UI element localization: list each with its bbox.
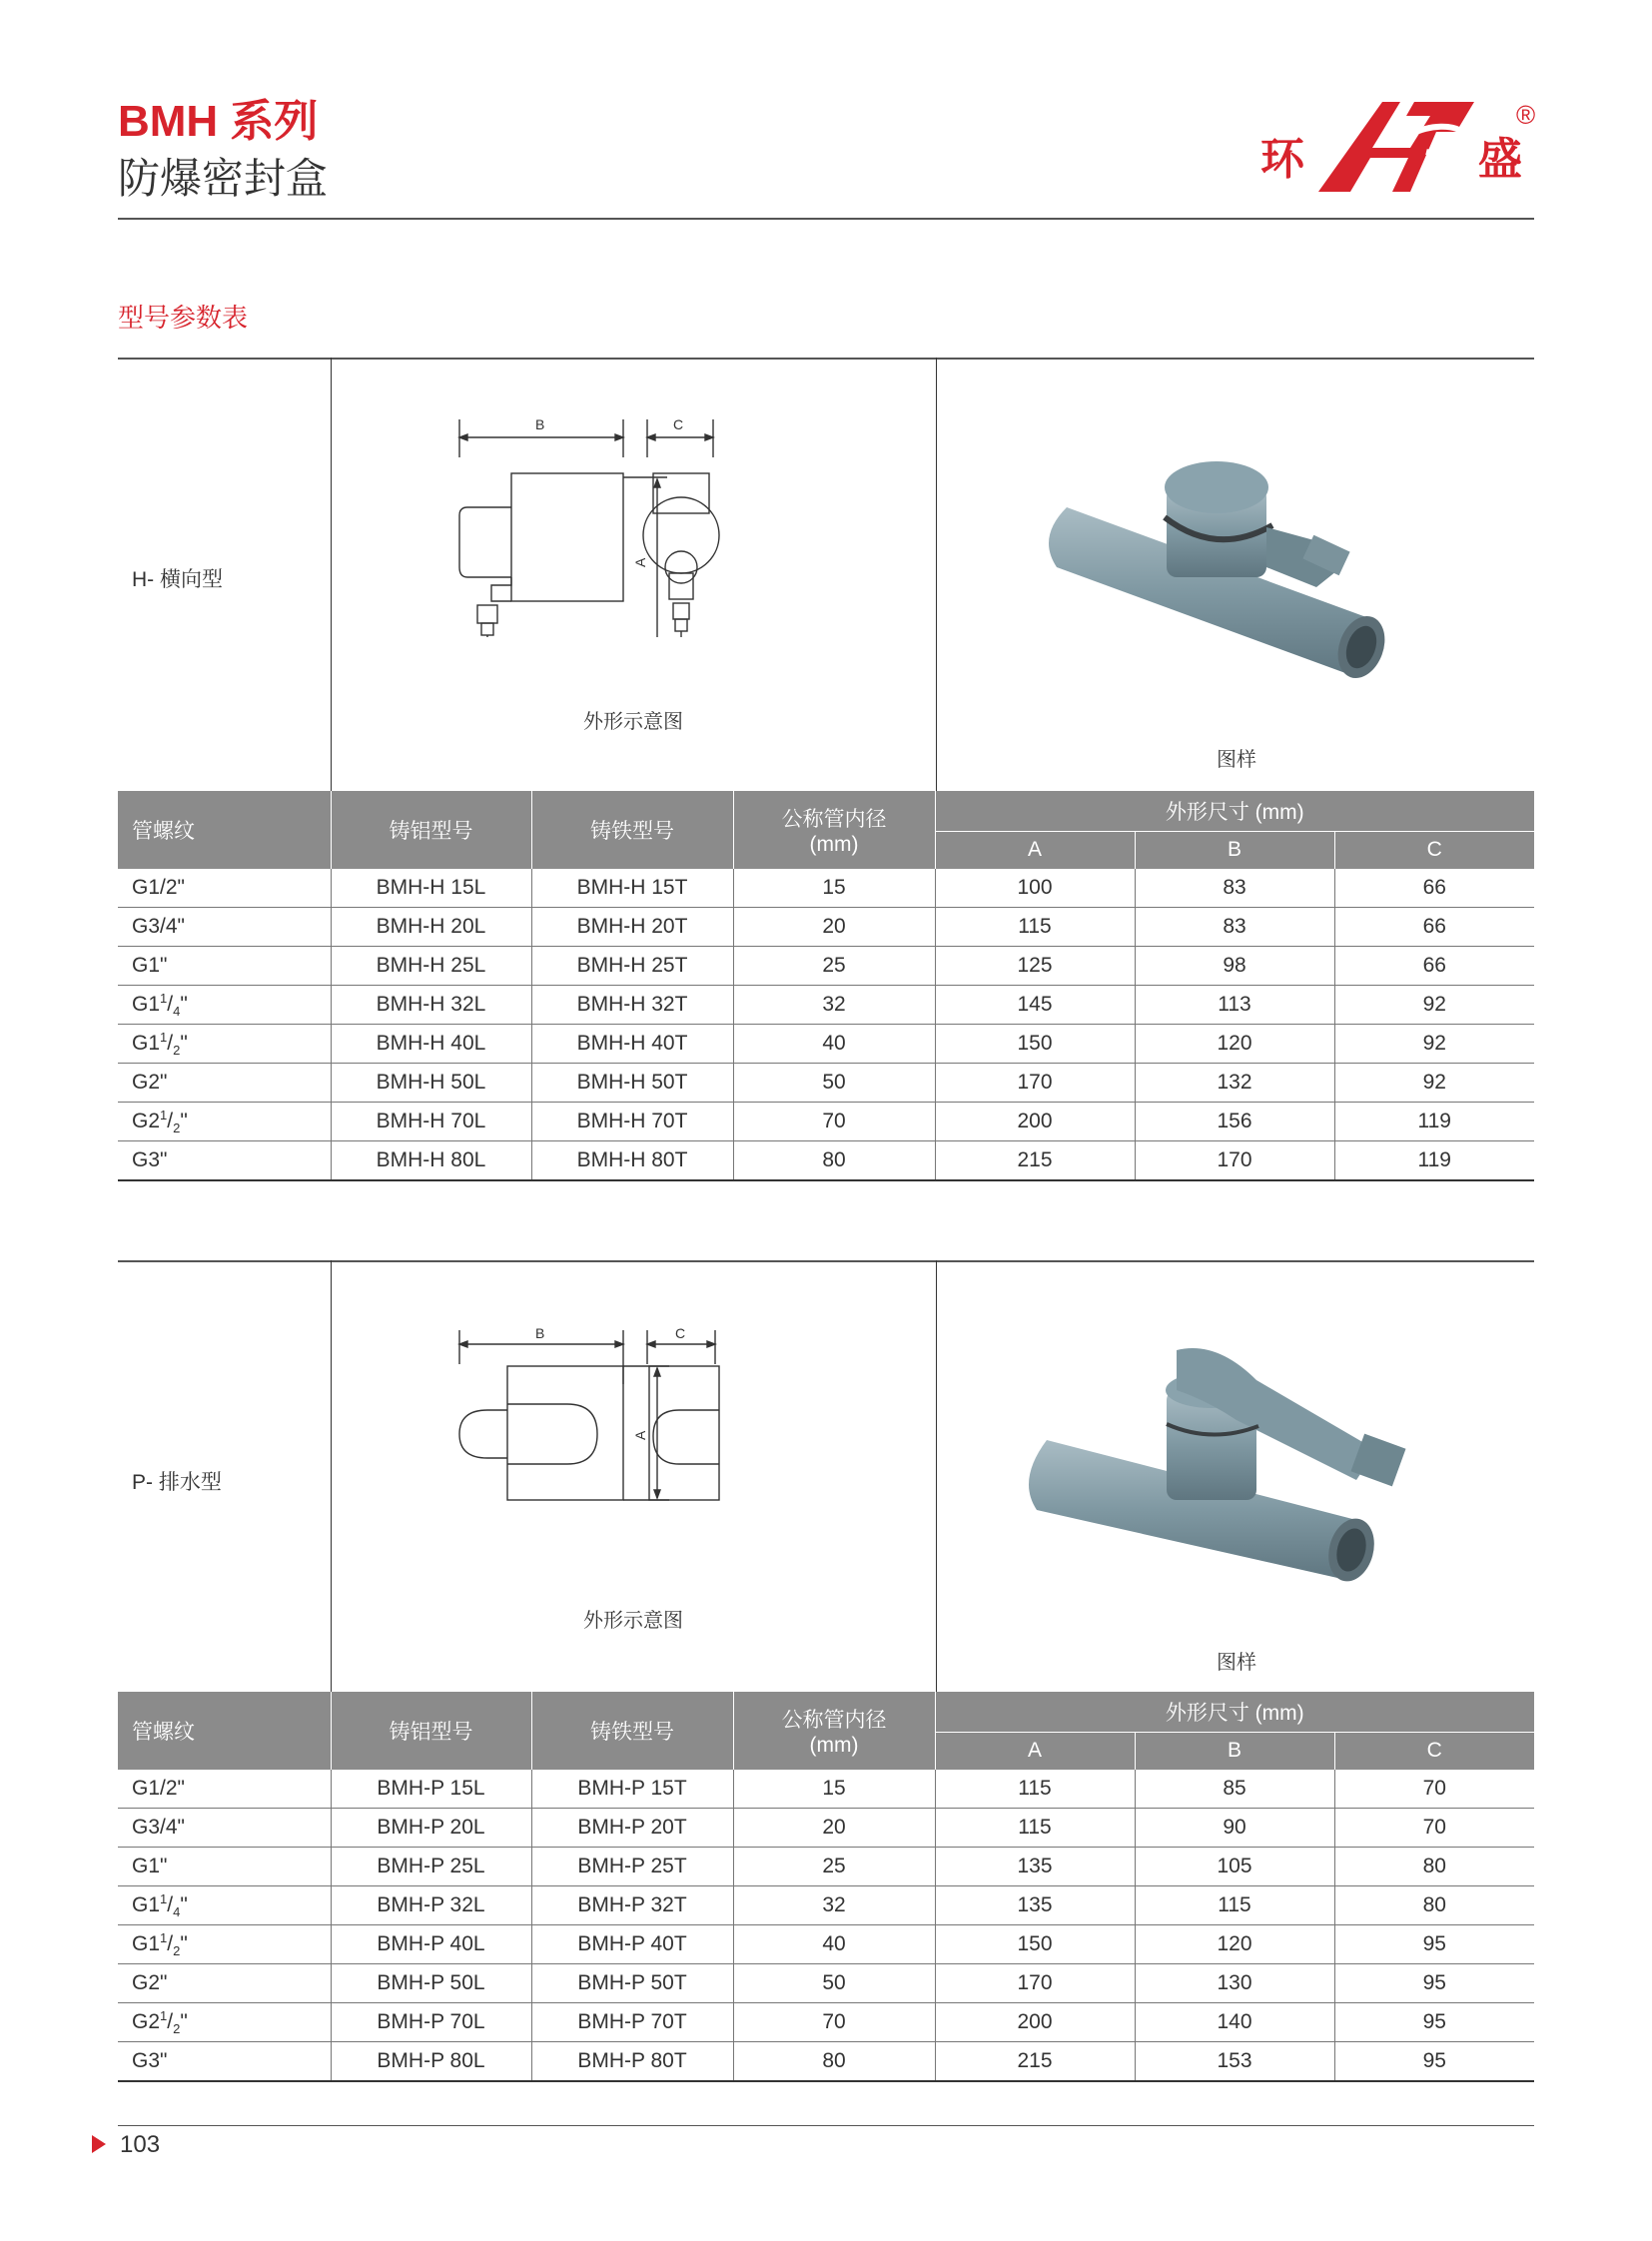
cell-divider (936, 358, 937, 791)
dim-c-cell: 92 (1334, 1064, 1534, 1103)
outline-caption: 外形示意图 (583, 1610, 683, 1632)
dim-a-cell: 215 (935, 2042, 1135, 2082)
table-row (118, 947, 1534, 986)
fe-model-cell: BMH-H 25T (531, 947, 733, 986)
dim-c-cell: 70 (1334, 1809, 1534, 1848)
p-type-block (118, 1260, 1534, 2072)
dim-c-cell: 92 (1334, 986, 1534, 1025)
table-row (118, 1141, 1534, 1181)
thread-inch-mark: " (180, 1892, 188, 1916)
fraction-slash: / (167, 992, 174, 1016)
bore-unit: (mm) (809, 833, 859, 856)
dim-a-cell: 150 (935, 1925, 1135, 1964)
bore-header (733, 791, 935, 869)
thread-fraction-numerator: 1 (160, 2007, 168, 2023)
table-row (118, 1848, 1534, 1886)
page-number: 103 (120, 2131, 161, 2158)
thread-base: G1 (132, 1931, 161, 1955)
brand-logo (1260, 96, 1540, 206)
fe-model-cell: BMH-H 70T (531, 1103, 733, 1141)
footer-divider (118, 2125, 1534, 2126)
dim-a-cell: 200 (935, 2003, 1135, 2042)
logo-right-char: 盛 (1478, 135, 1522, 184)
dim-a-cell: 115 (935, 908, 1135, 947)
fe-model-cell: BMH-H 40T (531, 1025, 733, 1064)
dim-c-label: C (673, 416, 684, 432)
thread-cell (118, 908, 331, 947)
dim-c-label: C (675, 1325, 686, 1341)
al-model-cell: BMH-H 15L (331, 869, 531, 908)
al-model-cell: BMH-H 20L (331, 908, 531, 947)
bore-cell: 50 (733, 1064, 935, 1103)
thread-fraction-denominator: 4 (173, 1904, 181, 1920)
thread-cell (118, 1925, 331, 1964)
thread-fraction-numerator: 1 (160, 1107, 168, 1122)
cell-divider (936, 1260, 937, 1692)
h-type-label: H- 横向型 (132, 568, 223, 591)
p-type-product-photo (1017, 1340, 1496, 1610)
fe-model-cell: BMH-P 70T (531, 2003, 733, 2042)
thread-base: G2 (132, 1109, 161, 1132)
table-row (118, 1770, 1534, 1809)
fe-model-cell: BMH-H 32T (531, 986, 733, 1025)
fraction-slash: / (167, 1931, 174, 1955)
thread-cell (118, 1064, 331, 1103)
thread-fraction-denominator: 2 (173, 1043, 181, 1059)
fe-model-header: 铸铁型号 (531, 791, 733, 869)
cell-divider (331, 1260, 332, 1692)
al-model-cell: BMH-P 20L (331, 1809, 531, 1848)
logo-left-char: 环 (1260, 135, 1304, 184)
bore-cell: 70 (733, 2003, 935, 2042)
thread-cell (118, 2003, 331, 2042)
dim-c-cell: 66 (1334, 869, 1534, 908)
al-model-cell: BMH-H 32L (331, 986, 531, 1025)
dim-b-cell: 105 (1135, 1848, 1334, 1886)
thread-base: G1 (132, 1892, 161, 1916)
thread-fraction-denominator: 2 (173, 1120, 181, 1136)
dim-b-cell: 156 (1135, 1103, 1334, 1141)
dim-b-header: B (1135, 831, 1334, 869)
thread-base: G1 (132, 1031, 161, 1055)
bore-unit: (mm) (809, 1734, 859, 1757)
dim-b-cell: 113 (1135, 986, 1334, 1025)
table-row (118, 908, 1534, 947)
h-type-spec-table (118, 791, 1534, 1181)
p-type-label: P- 排水型 (132, 1471, 222, 1494)
bore-cell: 32 (733, 1886, 935, 1925)
thread-cell (118, 1103, 331, 1141)
dim-a-cell: 135 (935, 1848, 1135, 1886)
al-model-cell: BMH-P 40L (331, 1925, 531, 1964)
dim-a-cell: 215 (935, 1141, 1135, 1181)
header-divider (118, 218, 1534, 220)
table-row (118, 1064, 1534, 1103)
dim-c-cell: 95 (1334, 1964, 1534, 2003)
dim-b-cell: 90 (1135, 1809, 1334, 1848)
bore-cell: 50 (733, 1964, 935, 2003)
bore-cell: 25 (733, 1848, 935, 1886)
thread-base: G1/2" (132, 1777, 185, 1800)
table-row (118, 986, 1534, 1025)
table-row (118, 1025, 1534, 1064)
bore-header-text: 公称管内径 (781, 1709, 887, 1732)
thread-base: G1" (132, 954, 168, 977)
fe-model-header: 铸铁型号 (531, 1692, 733, 1770)
dim-a-cell: 115 (935, 1809, 1135, 1848)
dim-c-cell: 70 (1334, 1770, 1534, 1809)
photo-caption: 图样 (1217, 1652, 1256, 1674)
dim-a-cell: 150 (935, 1025, 1135, 1064)
thread-cell (118, 986, 331, 1025)
h-type-block (118, 358, 1534, 1190)
dim-a-cell: 125 (935, 947, 1135, 986)
dim-a-cell: 115 (935, 1770, 1135, 1809)
al-model-cell: BMH-H 80L (331, 1141, 531, 1181)
dim-a-label: A (632, 557, 648, 567)
cell-divider (331, 358, 332, 791)
dim-a-header: A (935, 1732, 1135, 1770)
dim-b-cell: 115 (1135, 1886, 1334, 1925)
thread-base: G2" (132, 1071, 168, 1094)
fe-model-cell: BMH-P 25T (531, 1848, 733, 1886)
thread-inch-mark: " (180, 1031, 188, 1055)
al-model-cell: BMH-H 50L (331, 1064, 531, 1103)
dim-c-cell: 66 (1334, 908, 1534, 947)
fe-model-cell: BMH-H 20T (531, 908, 733, 947)
al-model-cell: BMH-P 25L (331, 1848, 531, 1886)
dim-b-cell: 98 (1135, 947, 1334, 986)
thread-cell (118, 1025, 331, 1064)
al-model-cell: BMH-H 25L (331, 947, 531, 986)
table-row (118, 1925, 1534, 1964)
fraction-slash: / (167, 1031, 174, 1055)
outline-caption: 外形示意图 (583, 711, 683, 733)
p-type-outline-drawing (447, 1324, 767, 1514)
bore-cell: 15 (733, 1770, 935, 1809)
thread-inch-mark: " (180, 1931, 188, 1955)
fe-model-cell: BMH-H 80T (531, 1141, 733, 1181)
thread-fraction-denominator: 2 (173, 2021, 181, 2037)
thread-base: G3" (132, 1148, 168, 1171)
al-model-cell: BMH-P 80L (331, 2042, 531, 2082)
dim-a-cell: 170 (935, 1964, 1135, 2003)
thread-cell (118, 947, 331, 986)
product-title: 防爆密封盒 (118, 155, 329, 202)
al-model-cell: BMH-P 32L (331, 1886, 531, 1925)
fraction-slash: / (167, 2009, 174, 2033)
bore-cell: 32 (733, 986, 935, 1025)
thread-base: G2" (132, 1971, 168, 1994)
fe-model-cell: BMH-P 50T (531, 1964, 733, 2003)
dim-a-cell: 145 (935, 986, 1135, 1025)
dim-b-cell: 140 (1135, 2003, 1334, 2042)
series-title: BMH 系列 (118, 97, 319, 146)
registered-mark: ® (1516, 100, 1536, 130)
fe-model-cell: BMH-P 20T (531, 1809, 733, 1848)
table-row (118, 1103, 1534, 1141)
thread-header: 管螺纹 (118, 1692, 331, 1770)
thread-base: G1/2" (132, 876, 185, 899)
thread-fraction-numerator: 1 (160, 1890, 168, 1906)
bore-cell: 80 (733, 1141, 935, 1181)
dim-b-header: B (1135, 1732, 1334, 1770)
thread-cell (118, 1141, 331, 1181)
fe-model-cell: BMH-P 40T (531, 1925, 733, 1964)
fe-model-cell: BMH-P 32T (531, 1886, 733, 1925)
dim-c-cell: 66 (1334, 947, 1534, 986)
p-type-rows (118, 1770, 1534, 2081)
thread-fraction-numerator: 1 (160, 1029, 168, 1045)
thread-cell (118, 1886, 331, 1925)
thread-base: G3/4" (132, 1816, 185, 1839)
thread-fraction-numerator: 1 (160, 990, 168, 1006)
thread-inch-mark: " (180, 2009, 188, 2033)
thread-base: G1" (132, 1855, 168, 1877)
thread-inch-mark: " (180, 1109, 188, 1132)
thread-base: G3/4" (132, 915, 185, 938)
bore-header-text: 公称管内径 (781, 808, 887, 831)
h-type-outline-drawing (447, 407, 767, 637)
al-model-cell: BMH-P 50L (331, 1964, 531, 2003)
table-row (118, 2003, 1534, 2042)
thread-fraction-denominator: 4 (173, 1004, 181, 1020)
fe-model-cell: BMH-P 80T (531, 2042, 733, 2082)
thread-fraction-numerator: 1 (160, 1929, 168, 1945)
fe-model-cell: BMH-H 15T (531, 869, 733, 908)
thread-base: G1 (132, 992, 161, 1016)
dim-b-cell: 132 (1135, 1064, 1334, 1103)
al-model-header: 铸铝型号 (331, 791, 531, 869)
dim-b-cell: 120 (1135, 1925, 1334, 1964)
dim-b-cell: 83 (1135, 869, 1334, 908)
dim-b-label: B (535, 1325, 545, 1341)
h-type-rows (118, 869, 1534, 1180)
table-row (118, 2042, 1534, 2082)
al-model-cell: BMH-P 15L (331, 1770, 531, 1809)
table-row (118, 1964, 1534, 2003)
table-row (118, 869, 1534, 908)
thread-fraction-denominator: 2 (173, 1943, 181, 1959)
bore-cell: 15 (733, 869, 935, 908)
dim-b-cell: 85 (1135, 1770, 1334, 1809)
logo-mark-shape (1318, 102, 1474, 192)
dim-a-cell: 170 (935, 1064, 1135, 1103)
fraction-slash: / (167, 1109, 174, 1132)
fe-model-cell: BMH-H 50T (531, 1064, 733, 1103)
dim-c-cell: 92 (1334, 1025, 1534, 1064)
thread-cell (118, 1809, 331, 1848)
fe-model-cell: BMH-P 15T (531, 1770, 733, 1809)
thread-inch-mark: " (180, 992, 188, 1016)
thread-cell (118, 2042, 331, 2082)
al-model-cell: BMH-H 40L (331, 1025, 531, 1064)
dims-header: 外形尺寸 (mm) (935, 1692, 1534, 1732)
dim-c-cell: 95 (1334, 1925, 1534, 1964)
dim-a-cell: 200 (935, 1103, 1135, 1141)
thread-cell (118, 1770, 331, 1809)
dim-b-cell: 83 (1135, 908, 1334, 947)
bore-cell: 80 (733, 2042, 935, 2082)
thread-base: G2 (132, 2009, 161, 2033)
dim-b-cell: 153 (1135, 2042, 1334, 2082)
dim-a-header: A (935, 831, 1135, 869)
bore-cell: 25 (733, 947, 935, 986)
thread-header: 管螺纹 (118, 791, 331, 869)
dim-b-cell: 120 (1135, 1025, 1334, 1064)
dim-b-cell: 130 (1135, 1964, 1334, 2003)
table-row (118, 1886, 1534, 1925)
bore-cell: 40 (733, 1025, 935, 1064)
dim-c-cell: 95 (1334, 2003, 1534, 2042)
p-type-spec-table (118, 1692, 1534, 2082)
photo-caption: 图样 (1217, 749, 1256, 771)
dim-c-cell: 95 (1334, 2042, 1534, 2082)
al-model-cell: BMH-P 70L (331, 2003, 531, 2042)
dim-b-label: B (535, 416, 545, 432)
bore-cell: 70 (733, 1103, 935, 1141)
bore-header (733, 1692, 935, 1770)
al-model-cell: BMH-H 70L (331, 1103, 531, 1141)
dim-c-header: C (1334, 831, 1534, 869)
dim-a-label: A (632, 1430, 648, 1440)
bore-cell: 40 (733, 1925, 935, 1964)
thread-cell (118, 869, 331, 908)
dim-c-cell: 80 (1334, 1886, 1534, 1925)
dims-header: 外形尺寸 (mm) (935, 791, 1534, 831)
bore-cell: 20 (733, 1809, 935, 1848)
thread-cell (118, 1964, 331, 2003)
al-model-header: 铸铝型号 (331, 1692, 531, 1770)
bore-cell: 20 (733, 908, 935, 947)
section-title: 型号参数表 (118, 303, 249, 333)
dim-c-cell: 119 (1334, 1141, 1534, 1181)
dim-c-cell: 80 (1334, 1848, 1534, 1886)
h-type-product-photo (1037, 447, 1496, 707)
table-row (118, 1809, 1534, 1848)
dim-b-cell: 170 (1135, 1141, 1334, 1181)
page-marker-arrow-icon (92, 2135, 106, 2153)
dim-a-cell: 100 (935, 869, 1135, 908)
dim-c-cell: 119 (1334, 1103, 1534, 1141)
dim-a-cell: 135 (935, 1886, 1135, 1925)
fraction-slash: / (167, 1892, 174, 1916)
thread-base: G3" (132, 2049, 168, 2072)
dim-c-header: C (1334, 1732, 1534, 1770)
thread-cell (118, 1848, 331, 1886)
